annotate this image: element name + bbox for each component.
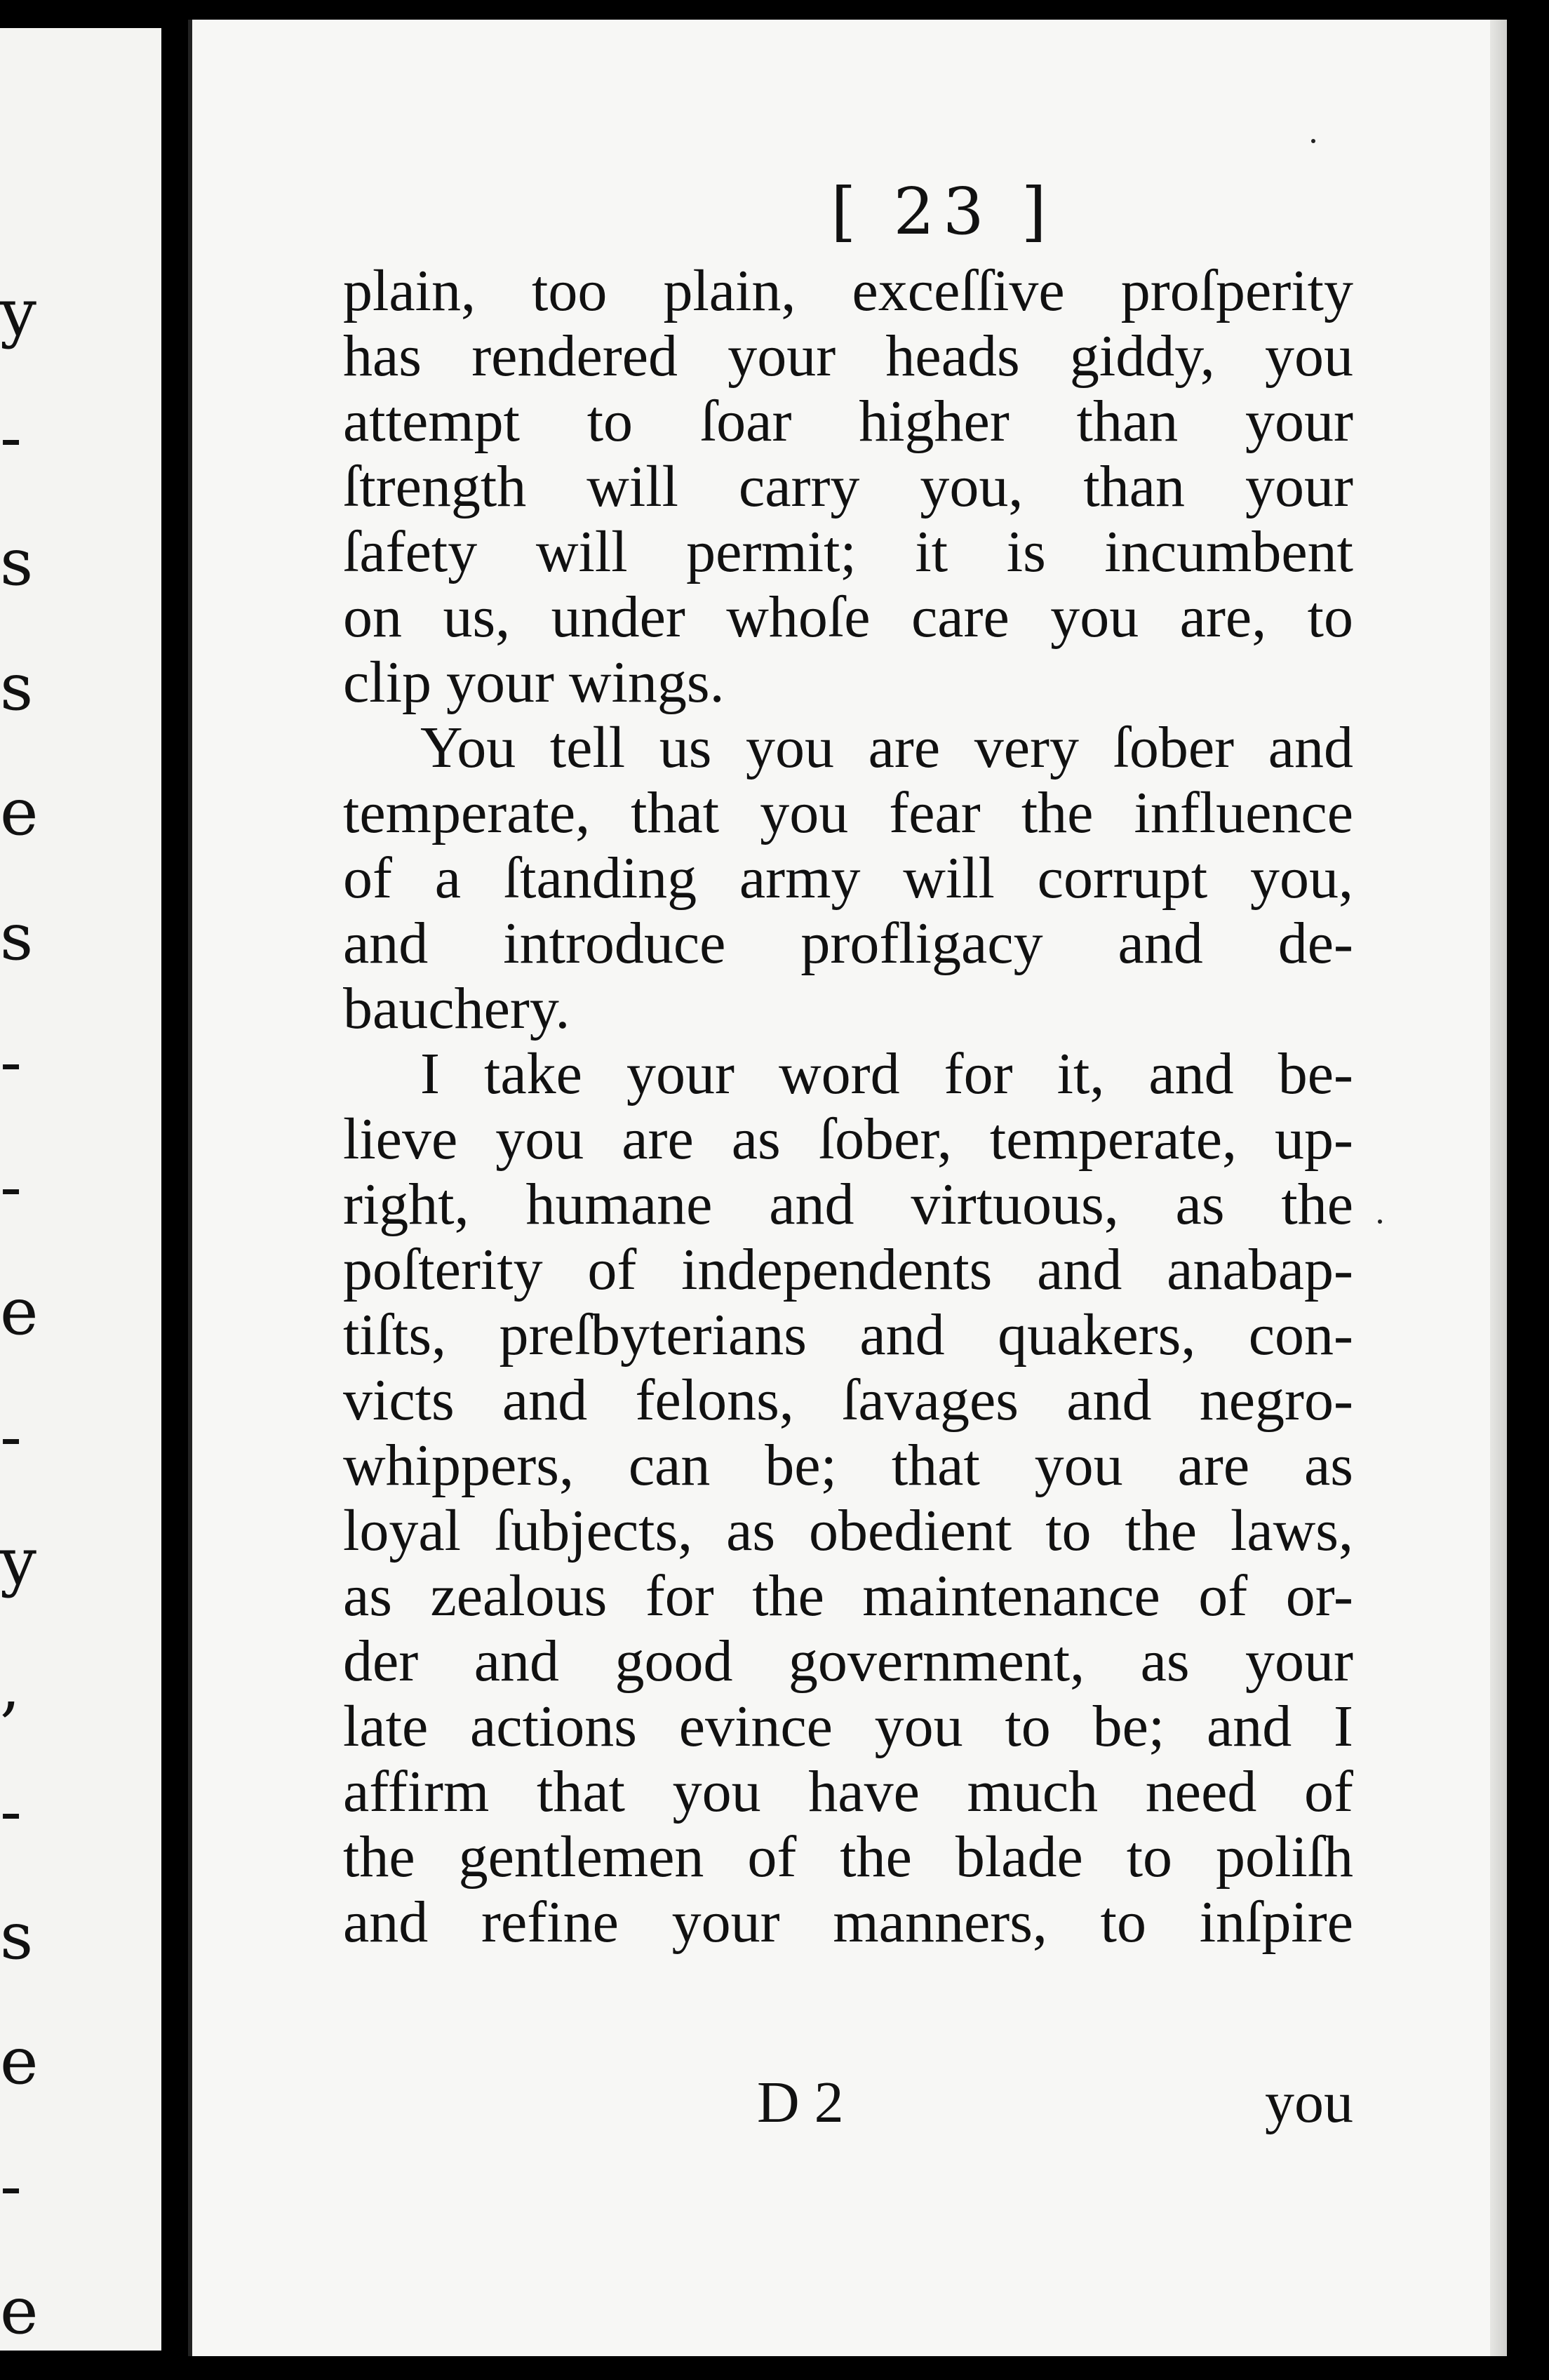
facing-page-fragment: e: [0, 2024, 39, 2099]
facing-page-fragment: -: [0, 1399, 22, 1474]
facing-page-fragment: -: [0, 1024, 22, 1099]
text-line: attempt to ſoar higher than your: [343, 389, 1353, 454]
text-line: victs and felons, ſavages and negro-: [343, 1368, 1353, 1433]
text-line: whippers, can be; that you are as: [343, 1433, 1353, 1498]
text-line: and introduce profligacy and de-: [343, 911, 1353, 976]
text-line: the gentlemen of the blade to poliſh: [343, 1824, 1353, 1890]
text-line: lieve you are as ſober, temperate, up-: [343, 1107, 1353, 1172]
text-line: I take your word for it, and be-: [420, 1041, 1353, 1107]
facing-page-fragment: ,: [0, 1649, 21, 1724]
text-line: late actions evince you to be; and I: [343, 1694, 1353, 1759]
text-line: right, humane and virtuous, as the: [343, 1172, 1353, 1237]
facing-page-fragment: y: [0, 1524, 36, 1599]
text-line: affirm that you have much need of: [343, 1759, 1353, 1824]
text-line: bauchery.: [343, 976, 570, 1041]
facing-page-fragment: -: [0, 1149, 22, 1224]
page-edge-shadow: [1490, 20, 1507, 2356]
catchword: you: [1265, 2070, 1353, 2135]
facing-page-fragment: s: [0, 1899, 34, 1974]
facing-page-fragment: -: [0, 2148, 22, 2224]
page-footer: [343, 2068, 1353, 2139]
text-line: poſterity of independents and anabap-: [343, 1237, 1353, 1302]
facing-page-fragment: s: [0, 525, 34, 600]
facing-page-fragment: s: [0, 900, 34, 975]
text-line: ſtrength will carry you, than your: [343, 454, 1353, 519]
text-line: plain, too plain, exceſſive proſperity: [343, 258, 1353, 323]
text-line: of a ſtanding army will corrupt you,: [343, 845, 1353, 911]
text-line: clip your wings.: [343, 650, 725, 715]
text-line: der and good government, as your: [343, 1629, 1353, 1694]
facing-page-fragment: e: [0, 1274, 39, 1349]
facing-page-fragment: -: [0, 400, 22, 475]
text-line: tiſts, preſbyterians and quakers, con-: [343, 1302, 1353, 1368]
paragraph-1: [343, 258, 1353, 715]
ink-speck: [1378, 1219, 1382, 1224]
facing-page-fragment: y: [0, 275, 36, 350]
facing-page-fragment: e: [0, 2273, 39, 2348]
facing-page-fragment: e: [0, 775, 39, 850]
signature-mark: D 2: [757, 2070, 844, 2135]
book-gutter: [161, 0, 189, 2380]
facing-page-edge: [0, 28, 161, 2351]
text-line: on us, under whoſe care you are, to: [343, 584, 1353, 650]
ink-speck: [1311, 139, 1315, 143]
text-line: ſafety will permit; it is incumbent: [343, 519, 1353, 584]
body-text: [343, 258, 1353, 1955]
text-line: You tell us you are very ſober and: [420, 715, 1353, 780]
text-line: has rendered your heads giddy, you: [343, 323, 1353, 389]
book-page: [188, 20, 1507, 2356]
facing-page-fragment: -: [0, 1774, 22, 1849]
facing-page-fragment: s: [0, 650, 34, 725]
paragraph-3: [343, 1041, 1353, 1955]
page-number-header: [ 23 ]: [831, 174, 1055, 249]
text-line: as zealous for the maintenance of or-: [343, 1563, 1353, 1629]
text-line: and refine your manners, to inſpire: [343, 1890, 1353, 1955]
text-line: temperate, that you fear the influence: [343, 780, 1353, 845]
paragraph-2: [343, 715, 1353, 1041]
text-line: loyal ſubjects, as obedient to the laws,: [343, 1498, 1353, 1563]
